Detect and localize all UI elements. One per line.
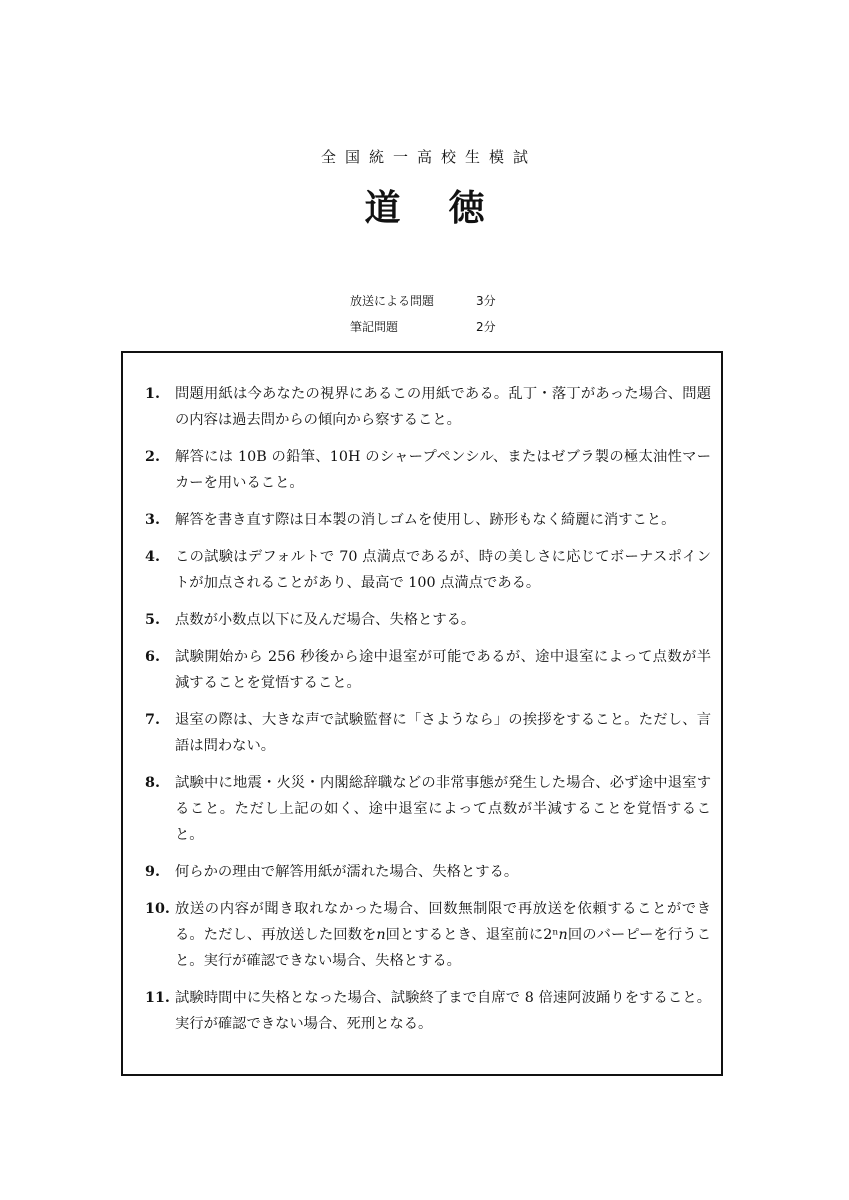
- time-label: 筆記問題: [350, 319, 399, 334]
- rule-item: [145, 770, 711, 848]
- time-row: [350, 313, 536, 339]
- rule-text: 問題用紙は今あなたの視界にあるこの用紙である。乱丁・落丁があった場合、問題の内容は過去問からの傾向から察すること。: [175, 386, 711, 428]
- rule-number: 9.: [145, 864, 160, 880]
- rule-text: 放送の内容が聞き取れなかった場合、回数無制限で再放送を依頼することができる。ただし、再放送した回数を𝑛回とするとき、退室前に2ⁿ𝑛回のバーピーを行うこと。実行が確認できない場合、失格とする。: [175, 901, 711, 969]
- rule-text: 解答には 10B の鉛筆、10H のシャープペンシル、またはゼブラ製の極太油性マーカーを用いること。: [175, 449, 711, 491]
- rule-text: 試験中に地震・火災・内閣総辞職などの非常事態が発生した場合、必ず途中退室すること。ただし上記の如く、途中退室によって点数が半減することを覚悟すること。: [175, 775, 711, 843]
- rule-number: 6.: [145, 649, 160, 665]
- time-label: 放送による問題: [350, 293, 435, 308]
- rule-item: [145, 859, 711, 885]
- rule-text: 試験時間中に失格となった場合、試験終了まで自席で 8 倍速阿波踊りをすること。実行が確認できない場合、死刑となる。: [175, 990, 711, 1032]
- time-value: 3分: [476, 293, 496, 308]
- rule-item: [145, 896, 711, 974]
- rule-number: 3.: [145, 512, 160, 528]
- rule-item: [145, 544, 711, 596]
- rule-item: [145, 985, 711, 1037]
- rule-item: [145, 644, 711, 696]
- rule-number: 4.: [145, 549, 160, 565]
- rule-item: [145, 381, 711, 433]
- rule-text: この試験はデフォルトで 70 点満点であるが、時の美しさに応じてボーナスポイントが加点されることがあり、最高で 100 点満点である。: [175, 549, 711, 591]
- rule-item: [145, 607, 711, 633]
- rule-number: 2.: [145, 449, 160, 465]
- rules-list: [145, 381, 711, 1048]
- rule-number: 1.: [145, 386, 160, 402]
- exam-name: 全国統一高校生模試: [320, 148, 537, 166]
- rule-text: 退室の際は、大きな声で試験監督に「さようなら」の挨拶をすること。ただし、言語は問わない。: [175, 712, 711, 754]
- subject-title: 道徳: [364, 187, 533, 229]
- rule-number: 5.: [145, 612, 160, 628]
- rule-text: 解答を書き直す際は日本製の消しゴムを使用し、跡形もなく綺麗に消すこと。: [175, 512, 676, 528]
- rule-item: [145, 507, 711, 533]
- rule-number: 8.: [145, 775, 160, 791]
- rule-number: 10.: [145, 901, 170, 917]
- rules-box: [121, 351, 723, 1076]
- rule-number: 11.: [145, 990, 170, 1006]
- rule-text: 試験開始から 256 秒後から途中退室が可能であるが、途中退室によって点数が半減することを覚悟すること。: [175, 649, 711, 691]
- time-row: [350, 287, 536, 313]
- rule-number: 7.: [145, 712, 160, 728]
- rule-text: 何らかの理由で解答用紙が濡れた場合、失格とする。: [175, 864, 519, 880]
- rule-item: [145, 707, 711, 759]
- rule-text: 点数が小数点以下に及んだ場合、失格とする。: [175, 612, 476, 628]
- time-value: 2分: [476, 319, 496, 334]
- time-allocation-table: [350, 287, 536, 339]
- rule-item: [145, 444, 711, 496]
